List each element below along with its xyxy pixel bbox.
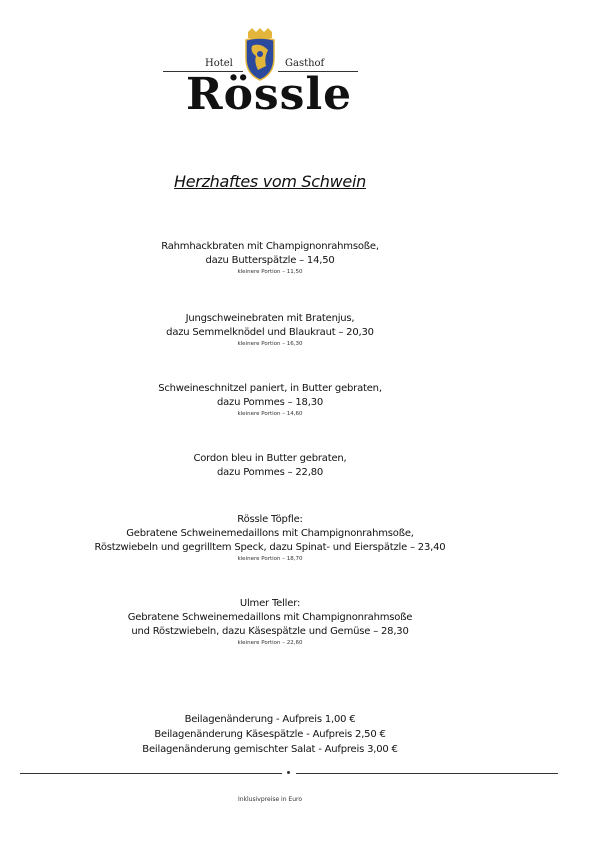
menu-item-roessle-toepfle	[0, 513, 540, 564]
dish-small-portion: kleinere Portion – 14,60	[237, 411, 303, 417]
menu-item-rahmhackbraten	[0, 240, 540, 277]
surcharge-line: Beilagenänderung gemischter Salat - Aufpreis 3,00 €	[142, 744, 398, 755]
dish-name: Schweineschnitzel paniert, in Butter gebraten,	[158, 383, 382, 394]
footer-divider-left	[20, 773, 282, 774]
dish-description: Gebratene Schweinemedaillons mit Champignonrahmsoße	[127, 612, 413, 623]
footer-divider-dot	[287, 771, 290, 774]
dish-description: dazu Butterspätzle – 14,50	[205, 255, 335, 266]
logo-hotel-text: Hotel	[205, 58, 233, 69]
dish-name: Jungschweinebraten mit Bratenjus,	[185, 313, 355, 324]
dish-description: dazu Pommes – 22,80	[216, 467, 324, 478]
dish-description: Röstzwiebeln und gegrilltem Speck, dazu Spinat- und Eierspätzle – 23,40	[94, 542, 446, 553]
dish-small-portion: kleinere Portion – 11,50	[237, 269, 303, 275]
menu-item-jungschweinebraten	[0, 312, 540, 349]
logo-name: Rössle	[186, 69, 353, 120]
dish-name: Rössle Töpfle:	[237, 514, 303, 525]
dish-small-portion: kleinere Portion – 18,70	[237, 556, 303, 562]
logo-gasthof-text: Gasthof	[285, 58, 325, 69]
dish-description: und Röstzwiebeln, dazu Käsespätzle und Gemüse – 28,30	[131, 626, 409, 637]
menu-item-schweineschnitzel	[0, 382, 540, 419]
dish-description: dazu Semmelknödel und Blaukraut – 20,30	[166, 327, 374, 338]
section-title: Herzhaftes vom Schwein	[174, 172, 366, 191]
logo	[0, 0, 595, 130]
surcharge-line: Beilagenänderung Käsespätzle - Aufpreis 2,50 €	[154, 729, 386, 740]
dish-name: Ulmer Teller:	[239, 598, 301, 609]
price-note: Inklusivpreise in Euro	[237, 796, 303, 803]
dish-description: Gebratene Schweinemedaillons mit Champignonrahmsoße,	[126, 528, 414, 539]
dish-small-portion: kleinere Portion – 16,30	[237, 341, 303, 347]
side-dish-surcharges	[0, 712, 540, 757]
footer-divider-right	[296, 773, 558, 774]
menu-item-cordon-bleu	[0, 452, 540, 480]
dish-small-portion: kleinere Portion – 22,60	[237, 640, 303, 646]
surcharge-line: Beilagenänderung - Aufpreis 1,00 €	[184, 714, 356, 725]
dish-name: Cordon bleu in Butter gebraten,	[193, 453, 347, 464]
menu-item-ulmer-teller	[0, 597, 540, 648]
dish-description: dazu Pommes – 18,30	[216, 397, 324, 408]
dish-name: Rahmhackbraten mit Champignonrahmsoße,	[161, 241, 379, 252]
